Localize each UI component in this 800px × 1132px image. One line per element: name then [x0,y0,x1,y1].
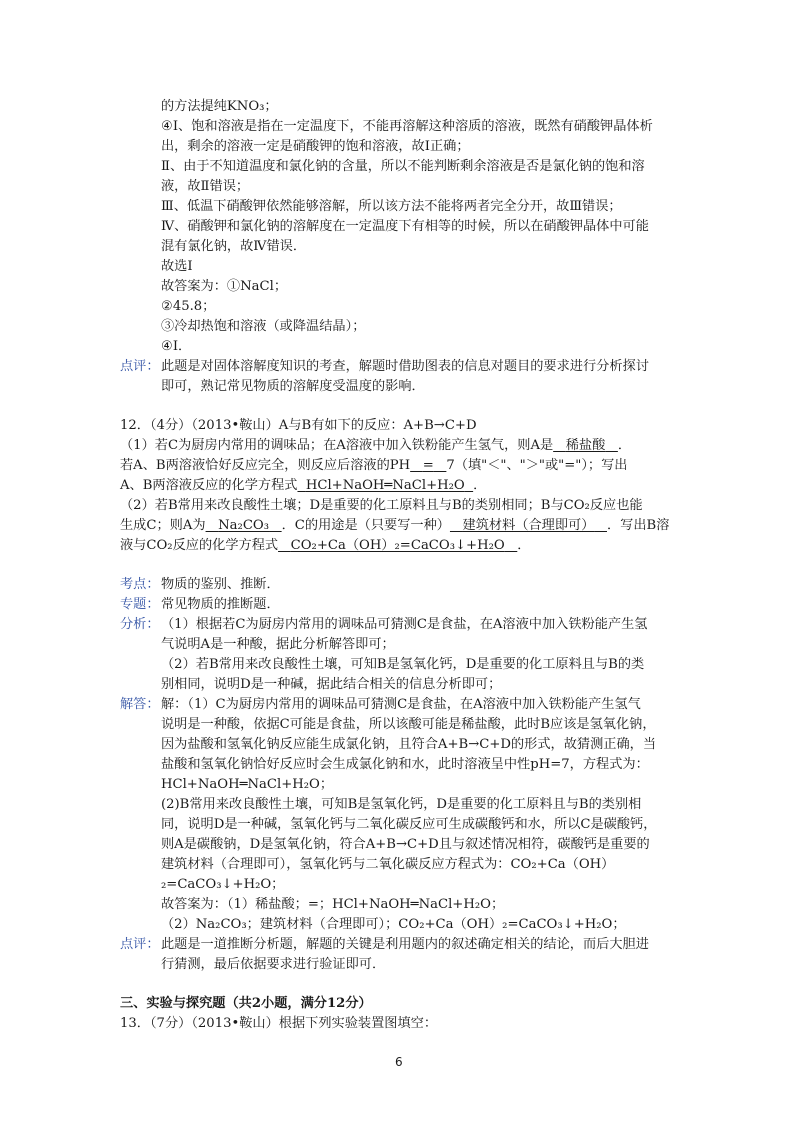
fenxi-label: 分析： [120,617,160,632]
comment-line: 此题是对固体溶解度知识的考查，解题时借助图表的信息对题目的要求进行分析探讨 [161,359,649,374]
kaodian-label: 考点： [120,577,160,592]
jieda-line: 则A是碳酸钠，D是氢氧化钠，符合A+B→C+D且与叙述情况相符，碳酸钙是重要的 [161,837,650,852]
jieda-line: 建筑材料（合理即可），氢氧化钙与二氧化碳反应方程式为：CO₂+Ca（OH） [161,857,615,872]
dianping-line: 此题是一道推断分析题，解题的关键是利用题内的叙述确定相关的结论，而后大胆进 [161,937,649,952]
question-text: 7（填"＜"、"＞"或"="）；写出 [446,458,628,473]
jieda-line: 因为盐酸和氢氧化钠反应能生成氯化钠，且符合A+B→C+D的形式，故猜测正确，当 [161,737,657,752]
zhuanti-text: 常见物质的推断题． [161,597,280,612]
comment-label: 点评： [120,359,160,374]
question-text: 液与CO₂反应的化学方程式 [120,538,279,553]
question-line [120,517,669,535]
kaodian-text: 物质的鉴别、推断． [161,577,280,592]
jieda-line: 解：（1）C为厨房内常用的调味品可猜测C是食盐，在A溶液中加入铁粉能产生氢气 [161,697,641,712]
answer-line: 出，剩余的溶液一定是硝酸钾的饱和溶液，故Ⅰ正确； [161,139,470,154]
fenxi-line: 气说明A是一种酸，据此分析解答即可； [161,637,395,652]
answer-blank [410,458,446,473]
blank-answer: CO₂+Ca（OH）₂=CaCO₃↓+H₂O [290,538,505,553]
answer-line: ②45.8； [161,299,216,314]
question-stem: 12．（4分）（2013•鞍山）A与B有如下的反应：A+B→C+D [120,418,477,433]
answer-blank [297,478,473,493]
answer-line: Ⅱ、由于不知道温度和氯化钠的含量，所以不能判断剩余溶液是否是氯化钠的饱和溶 [161,159,645,174]
answer-line: Ⅳ、硝酸钾和氯化钠的溶解度在一定温度下有相等的时候，所以在硝酸钾晶体中可能 [161,219,649,234]
section-heading: 三、实验与探究题（共2小题，满分12分） [120,996,372,1011]
question-text: ．写出B溶 [606,518,670,533]
question-text: ． [517,538,531,553]
jieda-line: （2）Na₂CO₃；建筑材料（合理即可）；CO₂+Ca（OH）₂=CaCO₃↓+H₂O； [161,917,626,932]
dianping-line: 行猜测，最后依据要求进行验证即可． [161,957,386,972]
answer-line: 的方法提纯KNO₃； [161,99,278,114]
answer-line: ④Ⅰ． [161,339,192,354]
answer-blank [553,438,618,453]
question-line [120,457,627,475]
question-text: 若A、B两溶液恰好反应完全，则反应后溶液的PH [120,458,411,473]
blank-answer: 建筑材料（合理即可） [462,518,595,533]
jieda-line: 说明是一种酸，依据C可能是食盐，所以该酸可能是稀盐酸，此时B应该是氢氧化钠， [161,717,656,732]
fenxi-line: 别相同，说明D是一种碱，据此结合相关的信息分析即可； [161,677,502,692]
answer-line: Ⅲ、低温下硝酸钾依然能够溶解，所以该方法不能将两者完全分开，故Ⅲ错误； [161,199,622,214]
page-number: 6 [395,1055,403,1069]
question-text: ． [617,438,632,453]
blank-answer: Na₂CO₃ [218,518,270,533]
blank-answer: = [422,458,434,473]
question-text: A、B两溶液反应的化学方程式 [120,478,298,493]
jieda-line: ₂=CaCO₃↓+H₂O； [161,877,285,892]
blank-answer: 稀盐酸 [565,438,606,453]
jieda-label: 解答： [120,697,160,712]
jieda-line: HCl+NaOH═NaCl+H₂O； [161,777,334,792]
question-text: 生成C；则A为 [120,518,206,533]
answer-blank [450,518,607,533]
answer-line: ③冷却热饱和溶液（或降温结晶）； [161,319,366,334]
question-line [120,477,486,495]
answer-line: 故答案为：①NaCl； [161,279,288,294]
answer-line: 故选Ⅰ [161,259,193,274]
comment-line: 即可，熟记常见物质的溶解度受温度的影响． [161,379,425,394]
jieda-line: 盐酸和氢氧化钠恰好反应时会生成氯化钠和水，此时溶液呈中性pH=7，方程式为： [161,757,649,772]
answer-blank [206,518,282,533]
question-line: （2）若B常用来改良酸性土壤；D是重要的化工原料且与B的类别相同；B与CO₂反应也能 [120,498,643,513]
jieda-line: (2)B常用来改良酸性土壤，可知B是氢氧化钙，D是重要的化工原料且与B的类别相 [161,797,642,812]
answer-line: ④Ⅰ、饱和溶液是指在一定温度下，不能再溶解这种溶质的溶液，既然有硝酸钾晶体析 [161,119,653,134]
question-text: ． [473,478,487,493]
blank-answer: HCl+NaOH═NaCl+H₂O [305,478,465,493]
question-line [120,537,530,555]
answer-blank [278,538,517,553]
dianping-label: 点评： [120,937,160,952]
fenxi-line: （1）根据若C为厨房内常用的调味品可猜测C是食盐，在A溶液中加入铁粉能产生氢 [161,617,648,632]
zhuanti-label: 专题： [120,597,160,612]
fenxi-line: （2）若B常用来改良酸性土壤，可知B是氢氧化钙，D是重要的化工原料且与B的类 [161,657,645,672]
jieda-line: 故答案为：（1）稀盐酸；=；HCl+NaOH═NaCl+H₂O； [161,897,505,912]
question-stem: 13．（7分）（2013•鞍山）根据下列实验装置图填空： [120,1016,438,1031]
question-text: ．C的用途是（只要写一种） [281,518,450,533]
question-text: （1）若C为厨房内常用的调味品；在A溶液中加入铁粉能产生氢气，则A是 [120,438,554,453]
answer-line: 液，故Ⅱ错误； [161,179,250,194]
answer-line: 混有氯化钠，故Ⅳ错误． [161,239,307,254]
question-line [120,437,631,455]
jieda-line: 同，说明D是一种碱，氢氧化钙与二氧化碳反应可生成碳酸钙和水，所以C是碳酸钙， [161,817,657,832]
